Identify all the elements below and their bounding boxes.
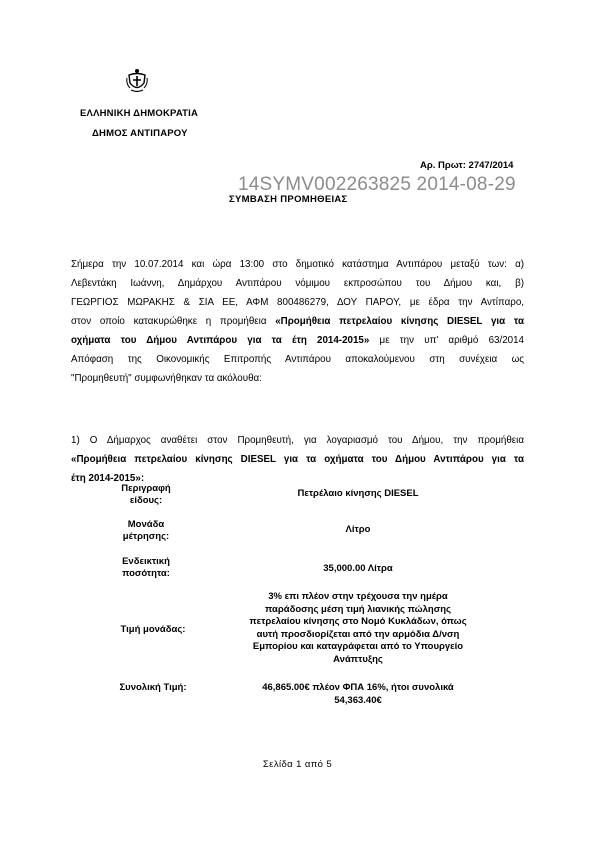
paragraph-line: Απόφαση της Οικονομικής Επιτροπής Αντιπάρου αποκαλούμενου στη συνέχεια ως <box>71 354 524 365</box>
description-label <box>97 483 195 506</box>
quantity-value: 35,000.00 Λίτρα <box>323 563 393 574</box>
label-line: Περιγραφή <box>121 483 171 494</box>
paragraph-line: ΓΕΩΡΓΙΟΣ ΜΩΡΑΚΗΣ & ΣΙΑ ΕΕ, ΑΦΜ 800486279, ΔΟΥ ΠΑΡΟΥ, με έδρα την Αντίπαρο, <box>71 297 524 308</box>
total-line: 46,865.00€ πλέον ΦΠΑ 16%, ήτοι συνολικά <box>262 682 454 693</box>
country-header: ΕΛΛΗΝΙΚΗ ΔΗΜΟΚΡΑΤΙΑ <box>80 108 199 119</box>
label-line: ποσότητα: <box>122 567 170 579</box>
page-footer: Σελίδα 1 από 5 <box>262 759 333 770</box>
unit-price-label: Τιμή μονάδας: <box>120 624 186 635</box>
total-price-value <box>220 682 496 707</box>
punctuation: : <box>140 473 145 484</box>
label-line: Μονάδα <box>127 519 165 530</box>
clause-1-paragraph <box>71 431 524 488</box>
label-line: μέτρησης: <box>122 530 170 542</box>
paragraph-text: με την υπ' αριθμό 63/2014 <box>369 335 524 346</box>
procurement-title: «Προμήθεια πετρελαίου κίνησης DIESEL για τα οχήματα του Δήμου Αντιπάρου για τα <box>71 454 524 465</box>
ada-stamp: 14SYMV002263825 2014-08-29 <box>238 174 516 195</box>
paragraph-line: Λεβεντάκη Ιωάννη, Δημάρχου Αντιπάρου νόμιμου εκπροσώπου του Δήμου και, β) <box>71 278 524 289</box>
paragraph-line <box>71 331 524 350</box>
protocol-number: Αρ. Πρωτ: 2747/2014 <box>420 160 514 171</box>
quantity-label <box>97 556 195 579</box>
label-line: είδους: <box>129 494 163 506</box>
greek-coat-of-arms-icon <box>125 68 149 94</box>
procurement-title: έτη 2014-2015» <box>71 473 141 484</box>
procurement-title: «Προμήθεια πετρελαίου κίνησης DIESEL για τα <box>275 316 524 327</box>
total-price-label: Συνολική Τιμή: <box>119 682 187 693</box>
price-line: Εμπορίου και καταγράφεται από το Υπουργείο <box>252 641 464 652</box>
paragraph-line: Σήμερα την 10.07.2014 και ώρα 13:00 στο δημοτικό κατάστημα Αντιπάρου μεταξύ των: α) <box>71 259 524 270</box>
price-line: πετρελαίου κίνησης στο Νομό Κυκλάδων, όπως <box>249 616 467 627</box>
intro-paragraph <box>71 255 524 388</box>
price-line: αυτή προσδιορίζεται από την αρμόδια Δ/νση <box>256 628 460 640</box>
paragraph-line: 1) Ο Δήμαρχος αναθέτει στον Προμηθευτή, για λογαριασμό του Δήμου, την προμήθεια <box>71 435 524 446</box>
description-value: Πετρέλαιο κίνησης DIESEL <box>297 488 419 499</box>
procurement-title: οχήματα του Δήμου Αντιπάρου για τα έτη 2014-2015» <box>71 335 370 346</box>
price-line: παράδοσης μέση τιμή λιανικής πώλησης <box>265 603 451 615</box>
unit-value: Λίτρο <box>345 524 371 535</box>
paragraph-line <box>71 450 524 469</box>
document-title: ΣΥΜΒΑΣΗ ΠΡΟΜΗΘΕΙΑΣ <box>229 194 348 205</box>
municipality-header: ΔΗΜΟΣ ΑΝΤΙΠΑΡΟΥ <box>92 128 188 139</box>
total-line: 54,363.40€ <box>334 694 382 706</box>
label-line: Ενδεικτική <box>122 556 170 567</box>
paragraph-line: "Προμηθευτή" συμφωνήθηκαν τα ακόλουθα: <box>71 373 262 384</box>
paragraph-line <box>71 312 524 331</box>
price-line: Ανάπτυξης <box>333 653 383 665</box>
unit-label <box>97 519 195 542</box>
paragraph-text: στον οποίο κατακυρώθηκε η προμήθεια <box>71 316 276 327</box>
unit-price-value <box>220 591 496 666</box>
price-line: 3% επι πλέον στην τρέχουσα την ημέρα <box>268 591 448 602</box>
